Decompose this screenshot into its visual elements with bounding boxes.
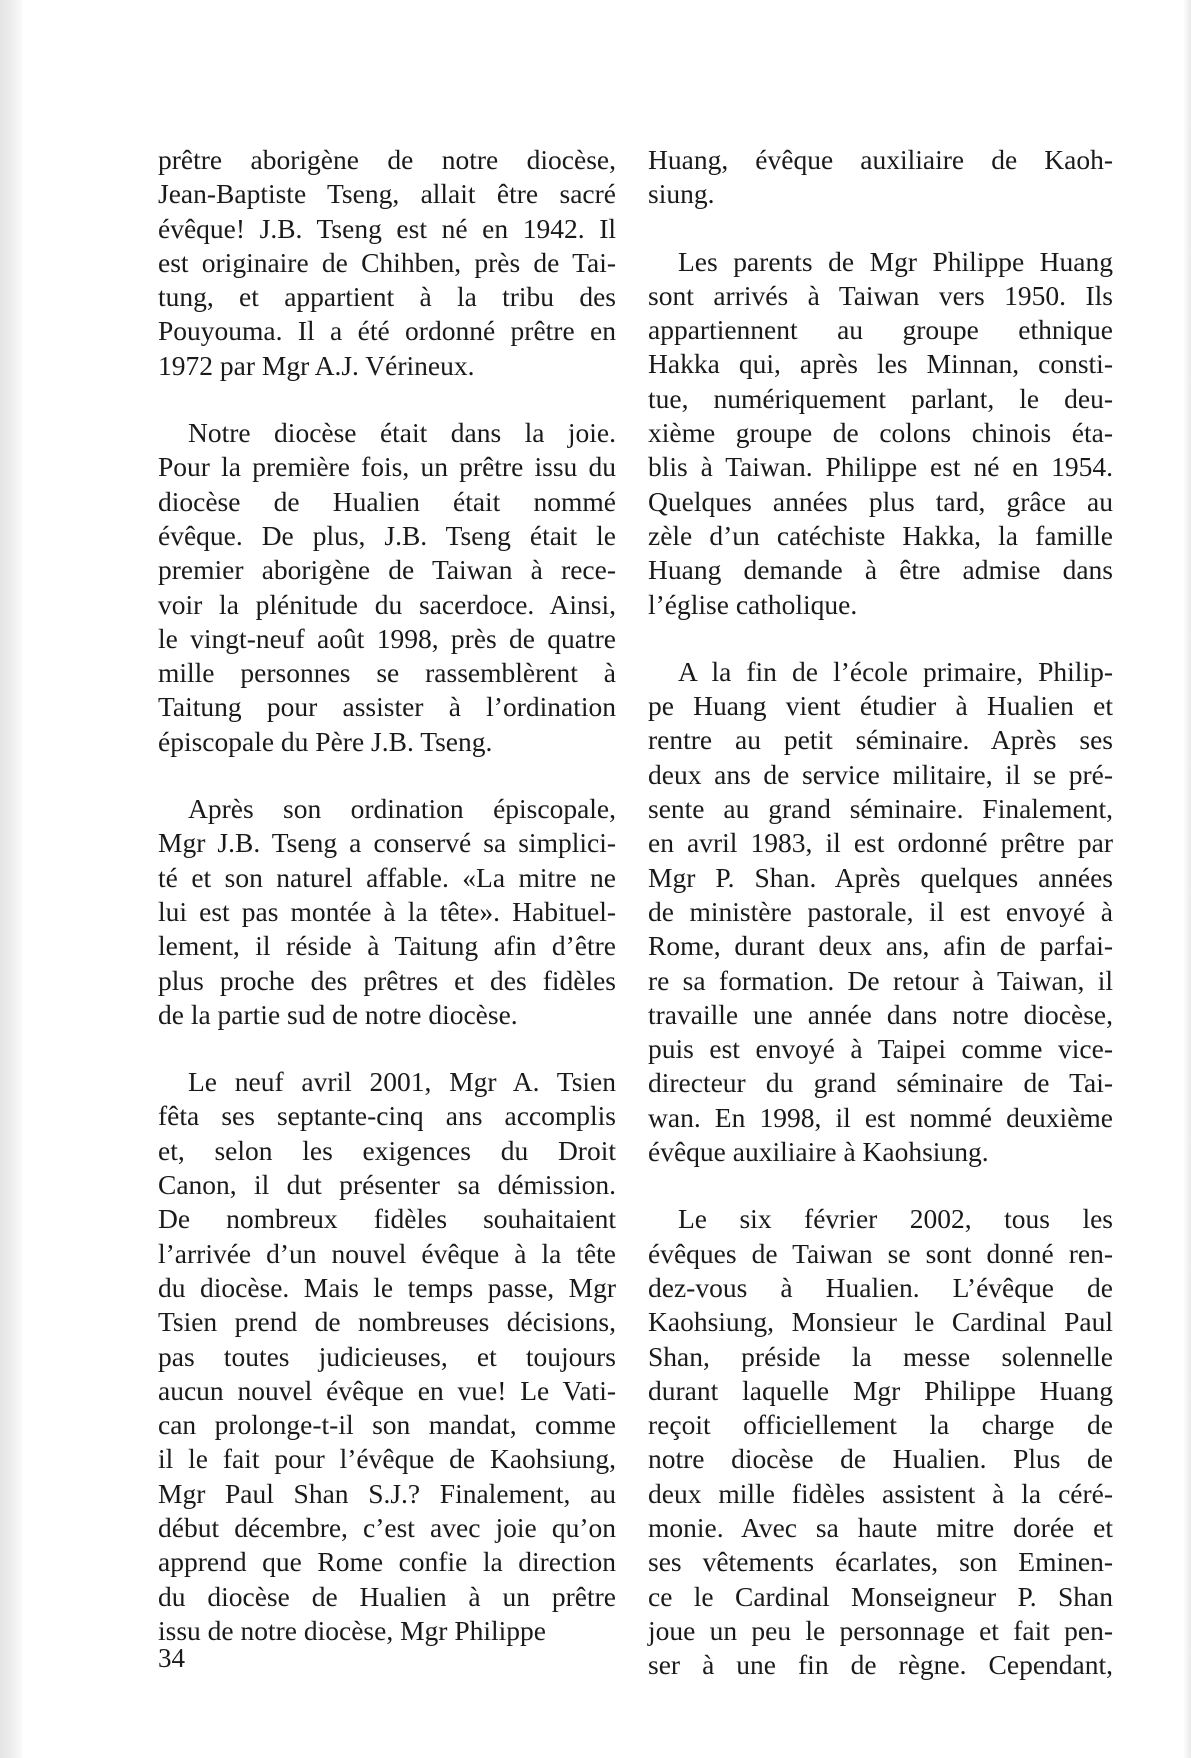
text-line: Le neuf avril 2001, Mgr A. Tsien xyxy=(188,1066,616,1098)
text-line: évêque! J.B. Tseng est né en 1942. Il xyxy=(158,212,616,244)
text-line: le vingt-neuf août 1998, près de quatre xyxy=(158,622,616,654)
text-line: évêque. De plus, J.B. Tseng était le xyxy=(158,519,616,551)
text-line: diocèse de Hualien était nommé xyxy=(158,485,616,517)
page-edge-shadow xyxy=(1183,0,1191,1758)
right-text-column xyxy=(648,143,1113,1682)
text-line: mille personnes se rassemblèrent à xyxy=(158,657,616,689)
text-line: Pouyouma. Il a été ordonné prêtre en xyxy=(158,315,616,347)
text-line: Pour la première fois, un prêtre issu du xyxy=(158,451,616,483)
text-line: évêques de Taiwan se sont donné ren- xyxy=(648,1237,1113,1269)
text-line: du diocèse. Mais le temps passe, Mgr xyxy=(158,1271,616,1303)
text-line: re sa formation. De retour à Taiwan, il xyxy=(648,964,1113,996)
paragraph xyxy=(648,1202,1113,1682)
text-line: pas toutes judicieuses, et toujours xyxy=(158,1340,616,1372)
text-line: voir la plénitude du sacerdoce. Ainsi, xyxy=(158,588,616,620)
text-line: durant laquelle Mgr Philippe Huang xyxy=(648,1374,1113,1406)
text-line: tung, et appartient à la tribu des xyxy=(158,281,616,313)
text-line: l’église catholique. xyxy=(648,588,858,620)
text-line: issu de notre diocèse, Mgr Philippe xyxy=(158,1614,546,1646)
text-line: ses vêtements écarlates, son Eminen- xyxy=(648,1546,1113,1578)
text-line: wan. En 1998, il est nommé deuxième xyxy=(648,1101,1113,1133)
text-line: sont arrivés à Taiwan vers 1950. Ils xyxy=(648,279,1113,311)
page-number: 34 xyxy=(158,1643,185,1673)
text-line: sente au grand séminaire. Finalement, xyxy=(648,793,1113,825)
paragraph xyxy=(648,245,1113,622)
text-line: reçoit officiellement la charge de xyxy=(648,1409,1113,1441)
text-line: can prolonge-t-il son mandat, comme xyxy=(158,1409,616,1441)
text-line: et, selon les exigences du Droit xyxy=(158,1134,616,1166)
text-line: plus proche des prêtres et des fidèles xyxy=(158,964,616,996)
text-line: deux mille fidèles assistent à la céré- xyxy=(648,1477,1113,1509)
text-line: épiscopale du Père J.B. Tseng. xyxy=(158,725,493,757)
text-line: monie. Avec sa haute mitre dorée et xyxy=(648,1511,1113,1543)
text-line: directeur du grand séminaire de Tai- xyxy=(648,1067,1113,1099)
text-line: aucun nouvel évêque en vue! Le Vati- xyxy=(158,1374,616,1406)
paragraph xyxy=(158,792,616,1032)
text-line: blis à Taiwan. Philippe est né en 1954. xyxy=(648,451,1113,483)
text-line: l’arrivée d’un nouvel évêque à la tête xyxy=(158,1237,616,1269)
text-line: té et son naturel affable. «La mitre ne xyxy=(158,861,616,893)
text-line: Shan, préside la messe solennelle xyxy=(648,1340,1113,1372)
text-line: ce le Cardinal Monseigneur P. Shan xyxy=(648,1580,1113,1612)
paragraph xyxy=(158,1065,616,1648)
text-line: 1972 par Mgr A.J. Vérineux. xyxy=(158,349,475,381)
text-line: siung. xyxy=(648,178,715,210)
text-line: Tsien prend de nombreuses décisions, xyxy=(158,1306,616,1338)
text-line: dez-vous à Hualien. L’évêque de xyxy=(648,1271,1113,1303)
text-line: Rome, durant deux ans, afin de parfai- xyxy=(648,930,1113,962)
paragraph xyxy=(648,655,1113,1169)
text-line: Canon, il dut présenter sa démission. xyxy=(158,1169,616,1201)
text-line: xième groupe de colons chinois éta- xyxy=(648,417,1113,449)
text-line: de la partie sud de notre diocèse. xyxy=(158,998,518,1030)
text-line: A la fin de l’école primaire, Philip- xyxy=(678,655,1113,687)
text-line: Jean-Baptiste Tseng, allait être sacré xyxy=(158,178,616,210)
text-line: appartiennent au groupe ethnique xyxy=(648,314,1113,346)
text-line: ser à une fin de règne. Cependant, xyxy=(648,1649,1113,1681)
text-line: Mgr P. Shan. Après quelques années xyxy=(648,861,1113,893)
text-line: deux ans de service militaire, il se pré- xyxy=(648,758,1113,790)
text-line: Huang, évêque auxiliaire de Kaoh- xyxy=(648,144,1113,175)
text-line: Hakka qui, après les Minnan, consti- xyxy=(648,348,1113,380)
text-line: en avril 1983, il est ordonné prêtre par xyxy=(648,827,1113,859)
paragraph-gap xyxy=(648,1169,1113,1202)
text-line: Huang demande à être admise dans xyxy=(648,554,1113,586)
left-text-column xyxy=(158,143,616,1648)
text-line: joue un peu le personnage et fait pen- xyxy=(648,1614,1113,1646)
text-line: évêque auxiliaire à Kaohsiung. xyxy=(648,1136,989,1168)
text-line: Les parents de Mgr Philippe Huang xyxy=(678,245,1113,277)
paragraph xyxy=(158,416,616,759)
text-line: travaille une année dans notre diocèse, xyxy=(648,998,1113,1030)
text-line: fêta ses septante-cinq ans accomplis xyxy=(158,1100,616,1132)
text-line: rentre au petit séminaire. Après ses xyxy=(648,724,1113,756)
paragraph xyxy=(648,143,1113,212)
paragraph-gap xyxy=(648,622,1113,655)
text-line: Après son ordination épiscopale, xyxy=(188,793,616,825)
text-line: prêtre aborigène de notre diocèse, xyxy=(158,144,616,175)
text-line: zèle d’un catéchiste Hakka, la famille xyxy=(648,519,1113,551)
text-line: du diocèse de Hualien à un prêtre xyxy=(158,1580,616,1612)
text-line: il le fait pour l’évêque de Kaohsiung, xyxy=(158,1443,616,1475)
page-binding-shadow xyxy=(0,0,22,1758)
paragraph xyxy=(158,143,616,383)
paragraph-gap xyxy=(158,1032,616,1065)
text-line: Mgr J.B. Tseng a conservé sa simplici- xyxy=(158,827,616,859)
text-line: de ministère pastorale, il est envoyé à xyxy=(648,895,1113,927)
text-line: tue, numériquement parlant, le deu- xyxy=(648,382,1113,414)
text-line: puis est envoyé à Taipei comme vice- xyxy=(648,1033,1113,1065)
text-line: Taitung pour assister à l’ordination xyxy=(158,691,616,723)
text-line: Mgr Paul Shan S.J.? Finalement, au xyxy=(158,1477,616,1509)
text-line: est originaire de Chihben, près de Tai- xyxy=(158,246,616,278)
text-line: début décembre, c’est avec joie qu’on xyxy=(158,1511,616,1543)
text-line: De nombreux fidèles souhaitaient xyxy=(158,1203,616,1235)
text-line: notre diocèse de Hualien. Plus de xyxy=(648,1443,1113,1475)
text-line: premier aborigène de Taiwan à rece- xyxy=(158,554,616,586)
text-line: Notre diocèse était dans la joie. xyxy=(188,417,616,449)
text-line: lement, il réside à Taitung afin d’être xyxy=(158,930,616,962)
text-line: Kaohsiung, Monsieur le Cardinal Paul xyxy=(648,1306,1113,1338)
paragraph-gap xyxy=(158,383,616,416)
paragraph-gap xyxy=(648,212,1113,245)
text-line: lui est pas montée à la tête». Habituel- xyxy=(158,895,616,927)
text-line: Le six février 2002, tous les xyxy=(678,1203,1113,1235)
text-line: pe Huang vient étudier à Hualien et xyxy=(648,690,1113,722)
paragraph-gap xyxy=(158,759,616,792)
text-line: apprend que Rome confie la direction xyxy=(158,1546,616,1578)
text-line: Quelques années plus tard, grâce au xyxy=(648,485,1113,517)
